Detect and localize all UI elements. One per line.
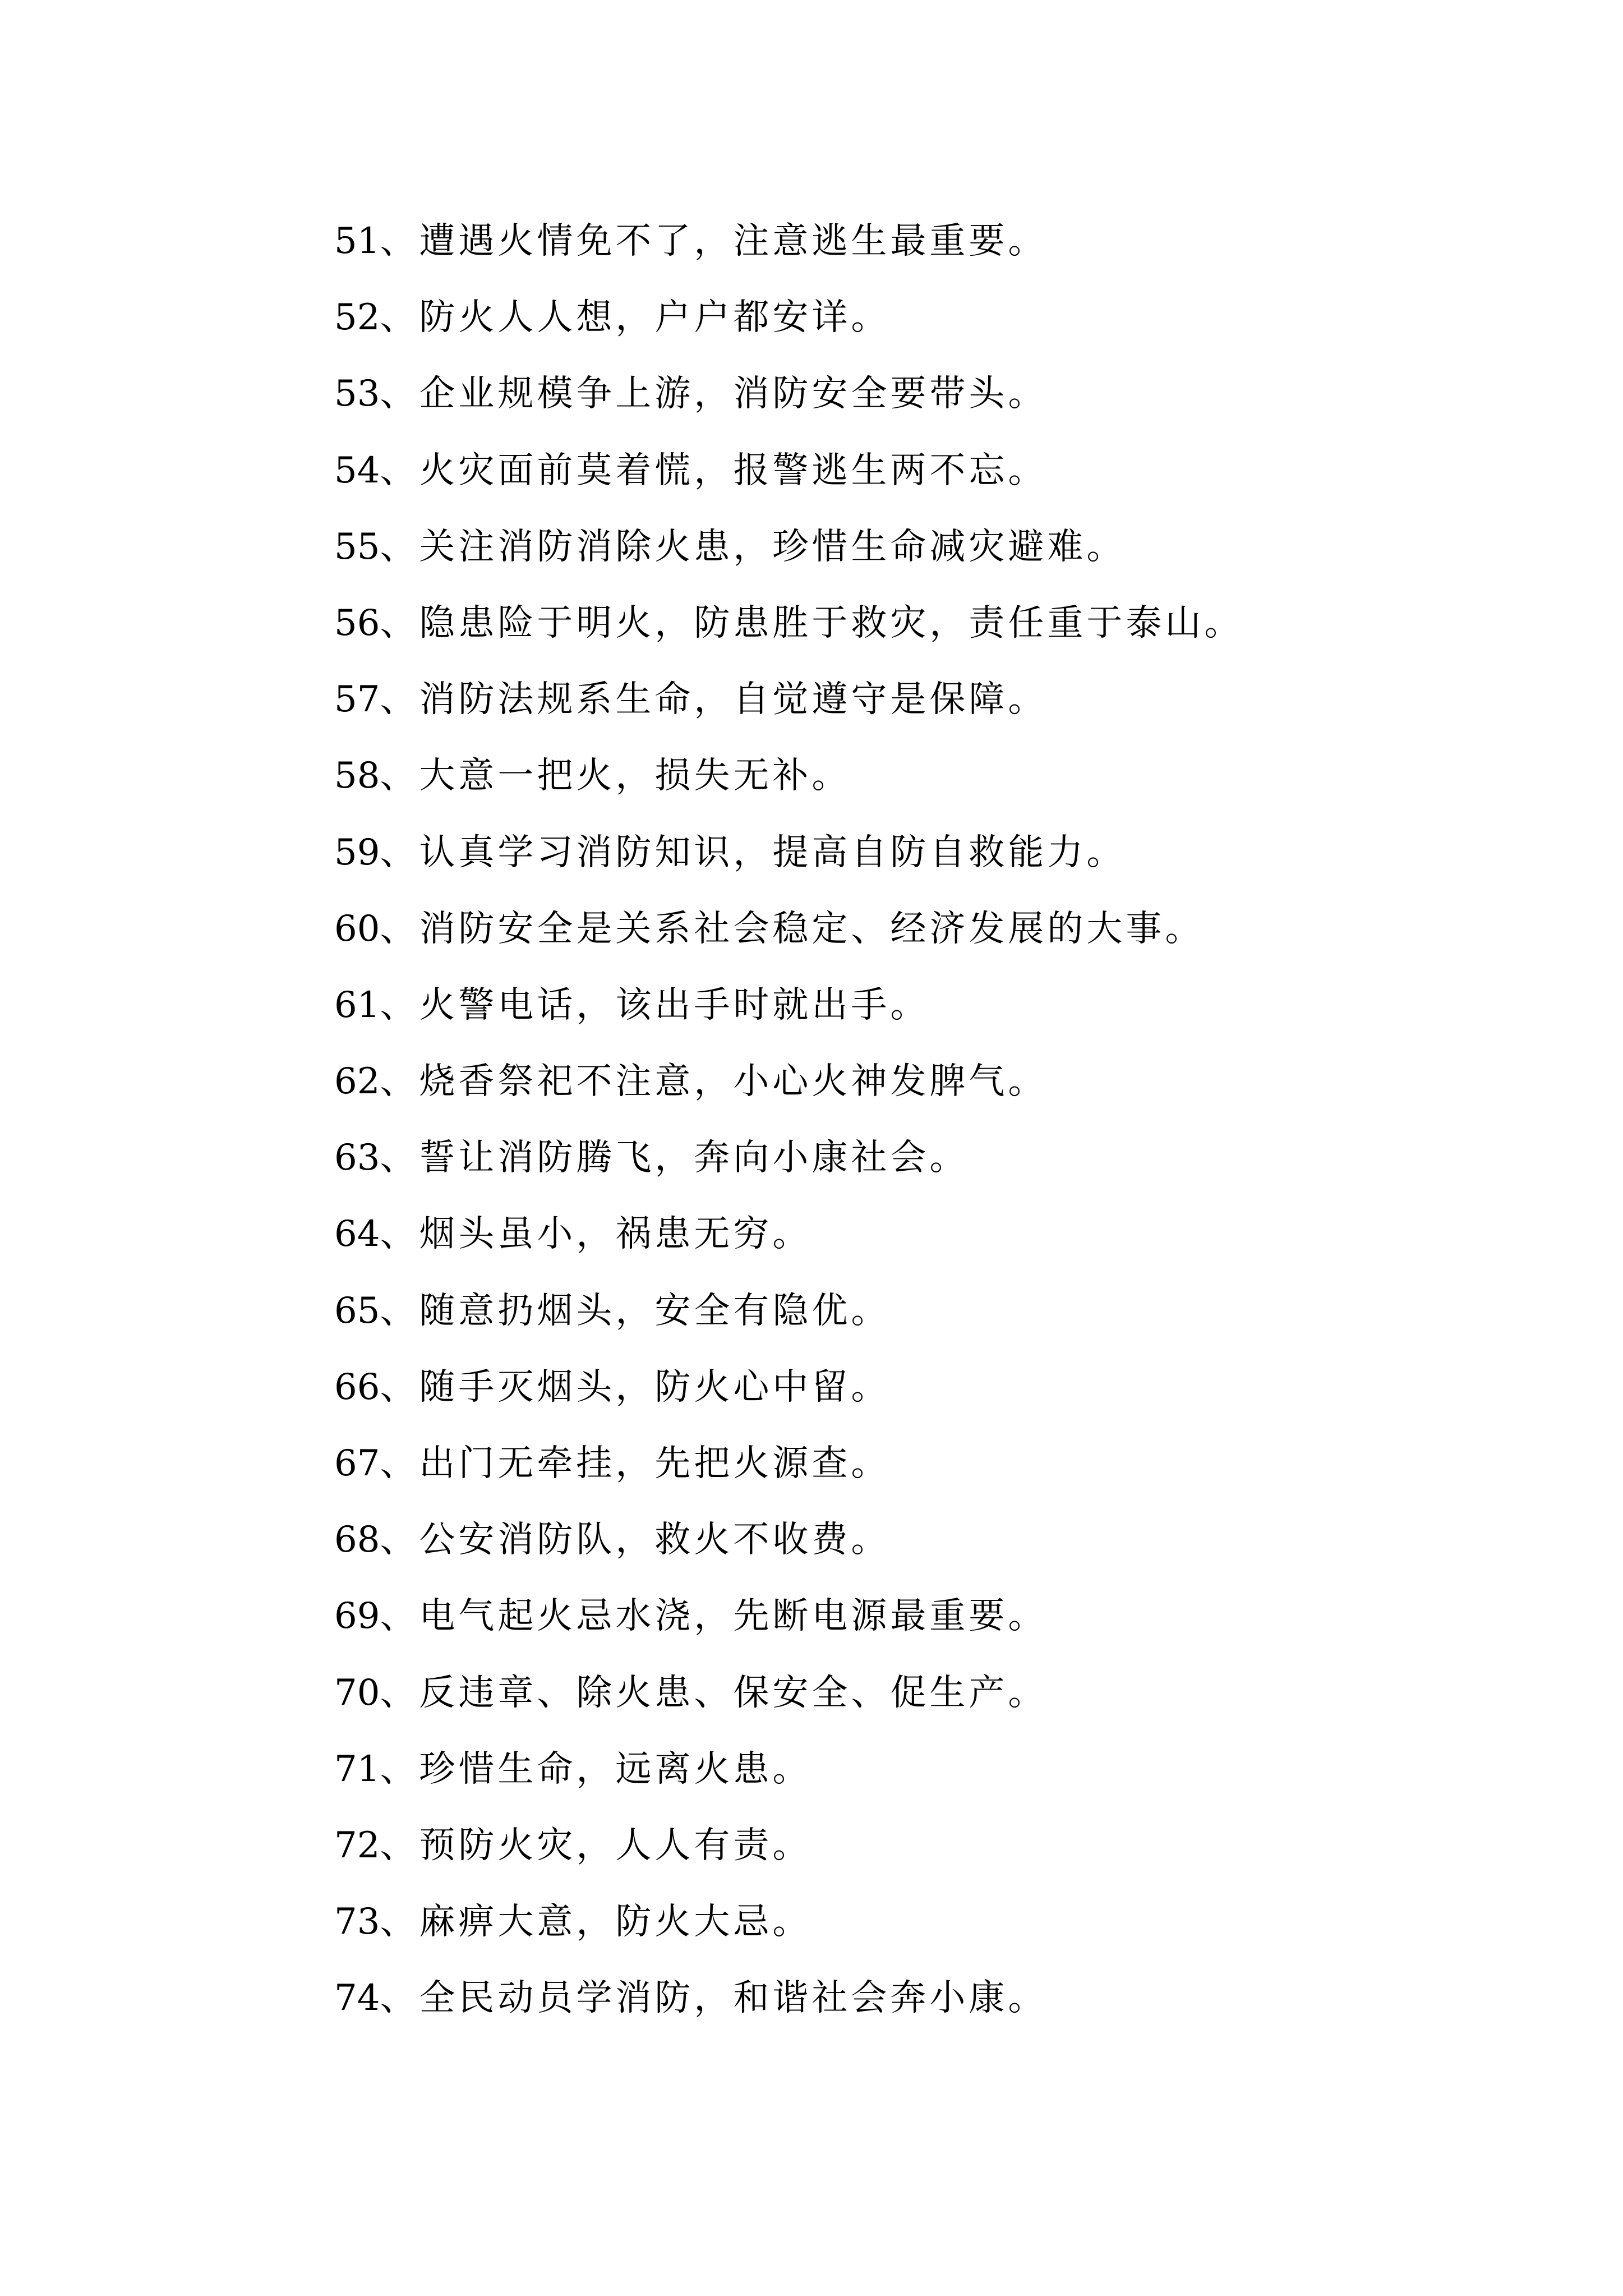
list-item — [334, 748, 1243, 824]
item-text: 、大意一把火，损失无补。 — [380, 755, 851, 797]
item-text: 、随手灭烟头，防火心中留。 — [380, 1366, 891, 1408]
item-text: 、消防安全是关系社会稳定、经济发展的大事。 — [380, 908, 1205, 950]
item-number: 73 — [334, 1901, 380, 1943]
item-number: 69 — [334, 1595, 380, 1637]
item-number: 56 — [334, 602, 380, 644]
item-text: 、出门无牵挂，先把火源查。 — [380, 1443, 891, 1484]
item-text: 、消防法规系生命，自觉遵守是保障。 — [380, 679, 1048, 721]
item-number: 55 — [334, 526, 380, 568]
list-item — [334, 595, 1243, 671]
item-number: 74 — [334, 1977, 380, 2019]
list-item — [334, 1818, 1243, 1894]
list-item — [334, 1512, 1243, 1588]
list-item — [334, 1435, 1243, 1512]
item-number: 59 — [334, 831, 380, 873]
list-item — [334, 366, 1243, 442]
item-text: 、防火人人想，户户都安详。 — [380, 297, 891, 339]
item-text: 、公安消防队，救火不收费。 — [380, 1519, 891, 1561]
list-item — [334, 901, 1243, 977]
item-number: 63 — [334, 1137, 380, 1179]
item-text: 、火警电话，该出手时就出手。 — [380, 984, 930, 1026]
list-item — [334, 825, 1243, 901]
item-text: 、隐患险于明火，防患胜于救灾，责任重于泰山。 — [380, 602, 1244, 644]
item-number: 52 — [334, 297, 380, 339]
item-number: 72 — [334, 1824, 380, 1866]
item-text: 、全民动员学消防，和谐社会奔小康。 — [380, 1977, 1048, 2019]
item-text: 、珍惜生命，远离火患。 — [380, 1748, 812, 1790]
item-text: 、企业规模争上游，消防安全要带头。 — [380, 373, 1048, 415]
list-item — [334, 671, 1243, 748]
list-item — [334, 1283, 1243, 1359]
item-number: 64 — [334, 1213, 380, 1255]
item-text: 、预防火灾，人人有责。 — [380, 1824, 812, 1866]
item-number: 68 — [334, 1519, 380, 1561]
item-number: 58 — [334, 755, 380, 797]
item-number: 60 — [334, 908, 380, 950]
list-item — [334, 1130, 1243, 1206]
item-text: 、关注消防消除火患，珍惜生命减灾避难。 — [380, 526, 1126, 568]
item-text: 、随意扔烟头，安全有隐优。 — [380, 1290, 891, 1332]
item-number: 57 — [334, 679, 380, 721]
list-item — [334, 977, 1243, 1053]
item-number: 71 — [334, 1748, 380, 1790]
item-text: 、誓让消防腾飞，奔向小康社会。 — [380, 1137, 969, 1179]
item-number: 67 — [334, 1443, 380, 1484]
item-number: 66 — [334, 1366, 380, 1408]
item-text: 、麻痹大意，防火大忌。 — [380, 1901, 812, 1943]
item-number: 61 — [334, 984, 380, 1026]
item-text: 、反违章、除火患、保安全、促生产。 — [380, 1672, 1048, 1714]
list-item — [334, 1970, 1243, 2046]
item-number: 65 — [334, 1290, 380, 1332]
list-item — [334, 1894, 1243, 1970]
list-item — [334, 519, 1243, 595]
item-number: 54 — [334, 449, 380, 491]
list-item — [334, 1206, 1243, 1282]
slogan-list — [334, 213, 1243, 2047]
list-item — [334, 1359, 1243, 1435]
item-number: 51 — [334, 220, 380, 262]
list-item — [334, 289, 1243, 366]
item-text: 、遭遇火情免不了，注意逃生最重要。 — [380, 220, 1048, 262]
list-item — [334, 1741, 1243, 1818]
item-text: 、认真学习消防知识，提高自防自救能力。 — [380, 831, 1126, 873]
item-text: 、烟头虽小，祸患无穷。 — [380, 1213, 812, 1255]
list-item — [334, 213, 1243, 289]
list-item — [334, 1053, 1243, 1130]
item-number: 53 — [334, 373, 380, 415]
list-item — [334, 443, 1243, 519]
list-item — [334, 1588, 1243, 1664]
item-text: 、电气起火忌水浇，先断电源最重要。 — [380, 1595, 1048, 1637]
item-text: 、火灾面前莫着慌，报警逃生两不忘。 — [380, 449, 1048, 491]
item-text: 、烧香祭祀不注意，小心火神发脾气。 — [380, 1061, 1048, 1103]
item-number: 70 — [334, 1672, 380, 1714]
list-item — [334, 1665, 1243, 1741]
item-number: 62 — [334, 1061, 380, 1103]
